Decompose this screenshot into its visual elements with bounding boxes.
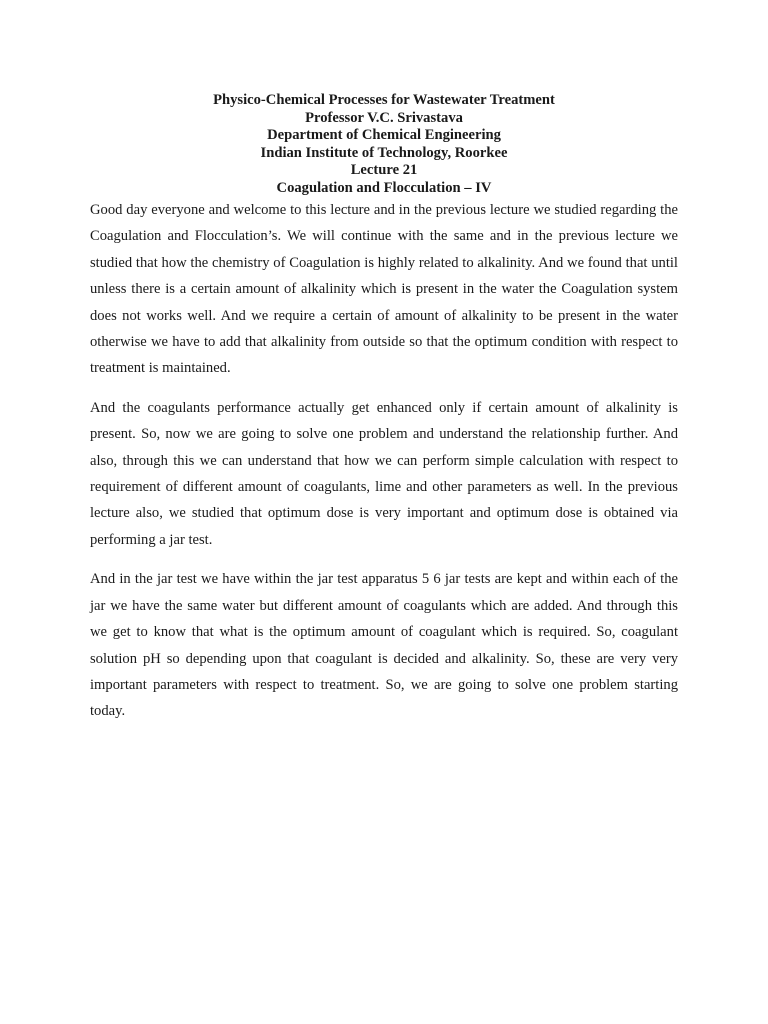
paragraph-3: And in the jar test we have within the jar test apparatus 5 6 jar tests are kept and within each of the jar we have the same water but different amount of coagulants which are added. And through this we get to know that what is the optimum amount of coagulant which is required. So, coagulant solution pH so depending upon that coagulant is decided and alkalinity. So, these are very very important parameters with respect to treatment. So, we are going to solve one problem starting today. [90,571,678,720]
institute-name: Indian Institute of Technology, Roorkee [260,144,508,161]
lecture-title: Coagulation and Flocculation – IV [276,179,492,196]
course-title: Physico-Chemical Processes for Wastewater Treatment [213,92,555,108]
professor-name: Professor V.C. Srivastava [305,109,463,126]
lecture-number: Lecture 21 [350,162,418,179]
document-header [0,92,768,198]
department-name: Department of Chemical Engineering [267,127,501,144]
paragraph-1: Good day everyone and welcome to this lecture and in the previous lecture we studied regarding the Coagulation and Flocculation’s. We will continue with the same and in the previous lecture we studied that how the chemistry of Coagulation is highly related to alkalinity. And we found that until unless there is a certain amount of alkalinity which is present in the water the Coagulation system does not works well. And we require a certain of amount of alkalinity to be present in the water otherwise we have to add that alkalinity from outside so that the optimum condition with respect to treatment is maintained. [90,202,678,377]
paragraph-2: And the coagulants performance actually get enhanced only if certain amount of alkalinity is present. So, now we are going to solve one problem and understand the relationship further. And also, through this we can understand that how we can perform simple calculation with respect to requirement of different amount of coagulants, lime and other parameters as well. In the previous lecture also, we studied that optimum dose is very important and optimum dose is obtained via performing a jar test. [90,399,678,548]
lecture-transcript [90,197,678,738]
